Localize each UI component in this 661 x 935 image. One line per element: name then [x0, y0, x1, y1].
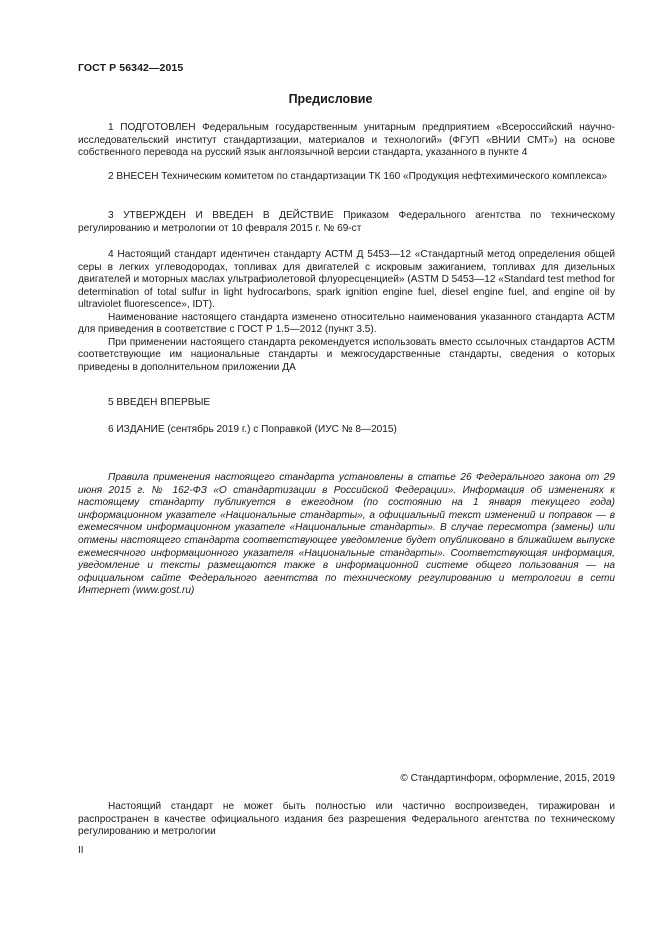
- foreword-item-5: [78, 397, 615, 410]
- application-rules-note: Правила применения настоящего стандарта установлены в статье 26 Федерального закона от 29 июня 2015 г. № 162-ФЗ «О стандартизации в Российской Федерации». Информация об изменениях к настоящему стандарту публикуется в ежегодном (по состоянию на 1 января текущего года) информационном указателе «Национальные стандарты», а официальный текст изменений и поправок — в ежемесячном информационном указателе «Национальные стандарты». В случае пересмотра (замены) или отмены настоящего стандарта соответствующее уведомление будет опубликовано в ближайшем выпуске ежемесячного информационного указателя «Национальные стандарты». Соответствующая информация, уведомление и тексты размещаются также в информационной системе общего пользования — на официальном сайте Федерального агентства по техническому регулированию и метрологии в сети Интернет (www.gost.ru): [78, 472, 615, 597]
- paragraph-edition: 6 ИЗДАНИЕ (сентябрь 2019 г.) с Поправкой (ИУС № 8—2015): [108, 424, 397, 435]
- page-number: II: [78, 845, 84, 856]
- foreword-item-2: [78, 171, 615, 184]
- foreword-item-1: [78, 122, 615, 160]
- document-code-header: ГОСТ Р 56342—2015: [78, 62, 184, 74]
- foreword-item-6: [78, 424, 615, 437]
- page-title: Предисловие: [288, 92, 373, 106]
- paragraph-reference-standards: При применении настоящего стандарта рекомендуется использовать вместо ссылочных стандартов АСТМ соответствующие им национальные стандарты и межгосударственные стандарты, сведения о которых приведены в дополнительном приложении ДА: [78, 336, 615, 373]
- paragraph-identical-standard: 4 Настоящий стандарт идентичен стандарту АСТМ Д 5453—12 «Стандартный метод определения общей серы в легких углеводородах, топливах для двигателей с искровым зажиганием, топливах для дизельных двигателей и моторных маслах ультрафиолетовой флуоресценцией» (ASTM D 5453—12 «Standard test method for determination of total sulfur in light hydrocarbons, spark ignition engine fuel, diesel engine fuel, and engine oil by ultraviolet fluorescence», IDT).: [78, 249, 615, 310]
- foreword-item-3: [78, 210, 615, 235]
- paragraph-prepared-by: 1 ПОДГОТОВЛЕН Федеральным государственным унитарным предприятием «Всероссийский научно-исследовательский институт стандартизации, материалов и технологий» (ФГУП «ВНИИ СМТ») на основе собственного перевода на русский язык англоязычной версии стандарта, указанного в пункте 4: [78, 122, 615, 158]
- paragraph-first-introduced: 5 ВВЕДЕН ВПЕРВЫЕ: [108, 397, 211, 408]
- foreword-item-4: [78, 249, 615, 374]
- copyright-line: © Стандартинформ, оформление, 2015, 2019: [400, 773, 615, 784]
- paragraph-submitted-by: 2 ВНЕСЕН Техническим комитетом по стандартизации ТК 160 «Продукция нефтехимического комплекса»: [108, 171, 608, 182]
- paragraph-name-changed: Наименование настоящего стандарта изменено относительно наименования указанного стандарта АСТМ для приведения в соответствие с ГОСТ Р 1.5—2012 (пункт 3.5).: [78, 311, 615, 335]
- reproduction-notice: Настоящий стандарт не может быть полностью или частично воспроизведен, тиражирован и распространен в качестве официального издания без разрешения Федерального агентства по техническому регулированию и метрологии: [78, 801, 615, 838]
- paragraph-approved: 3 УТВЕРЖДЕН И ВВЕДЕН В ДЕЙСТВИЕ Приказом Федерального агентства по техническому регулированию и метрологии от 10 февраля 2015 г. № 69-ст: [78, 210, 615, 234]
